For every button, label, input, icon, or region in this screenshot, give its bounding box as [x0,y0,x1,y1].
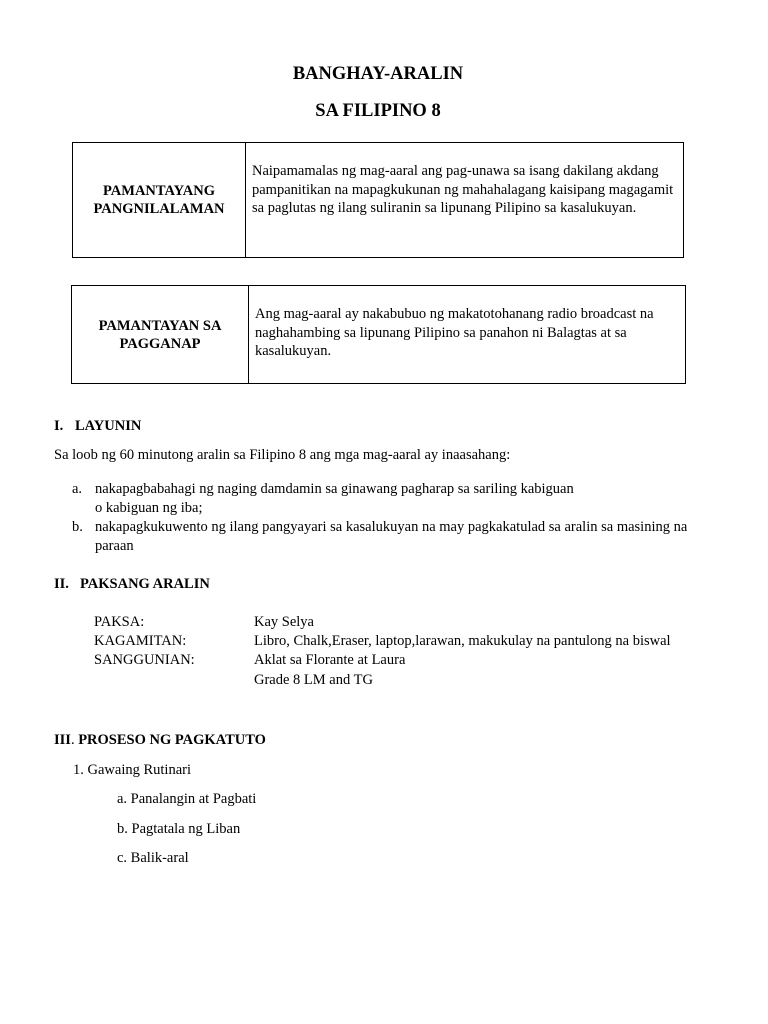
performance-standard-label [72,286,249,383]
section-proseso-dot: . [70,732,75,748]
proseso-subitem-b: b. Pagtatala ng Liban [117,821,241,837]
layunin-intro: Sa loob ng 60 minutong aralin sa Filipino 8 ang mga mag-aaral ay inaasahang: [54,447,511,463]
document-subtitle: SA FILIPINO 8 [315,101,441,121]
proseso-subitem-a: a. Panalangin at Pagbati [117,791,257,807]
layunin-item-a-line2: o kabiguan ng iba; [95,500,203,516]
content-standard-label-text: PAMANTAYANG PANGNILALAMAN [93,183,225,217]
content-standard-table [72,142,684,258]
section-paksang-aralin-heading: PAKSANG ARALIN [80,576,210,592]
section-proseso-number: III [54,732,71,748]
layunin-item-b [95,518,687,556]
performance-standard-table [71,285,686,384]
layunin-item-a [95,480,574,518]
detail-key-paksa: PAKSA: [94,614,145,630]
performance-standard-label-text: PAMANTAYAN SA PAGGANAP [98,317,222,352]
section-proseso-title: PROSESO NG PAGKATUTO [78,732,266,748]
detail-value-kagamitan: Libro, Chalk,Eraser, laptop,larawan, makukulay na pantulong na biswal [254,633,671,649]
detail-value-paksa: Kay Selya [254,614,314,630]
content-standard-text: Naipamamalas ng mag-aaral ang pag-unawa sa isang dakilang akdang pampanitikan na mapagkukunan ng mahahalagang kaisipang magagamit sa paglutas ng ilang suliranin sa lipunang Pilipino sa kasalukuyan. [252,163,674,216]
section-proseso-heading [54,732,266,749]
layunin-item-b-line1: nakapagkukuwento ng ilang pangyayari sa kasalukuyan na may pagkakatulad sa aralin sa masining na [95,519,688,535]
proseso-subitem-c: c. Balik-aral [117,850,189,866]
detail-value-sanggunian: Aklat sa Florante at Laura [254,652,406,668]
detail-value-sanggunian-2: Grade 8 LM and TG [254,672,373,688]
layunin-item-b-line2: paraan [95,538,134,554]
proseso-step-1: 1. Gawaing Rutinari [73,762,191,778]
performance-standard-text: Ang mag-aaral ay nakabubuo ng makatotohanang radio broadcast na naghahambing sa lipunang Pilipino sa panahon ni Balagtas at sa kasalukuyan. [255,306,654,359]
layunin-item-a-marker: a. [72,481,83,497]
detail-key-sanggunian: SANGGUNIAN: [94,652,195,668]
layunin-item-b-marker: b. [72,519,83,535]
document-title: BANGHAY-ARALIN [292,64,464,84]
section-layunin-heading: LAYUNIN [75,418,142,434]
section-paksang-aralin-number: II. [54,576,69,592]
detail-key-kagamitan: KAGAMITAN: [94,633,187,649]
layunin-item-a-line1: nakapagbabahagi ng naging damdamin sa ginawang pagharap sa sariling kabiguan [95,481,574,497]
section-layunin-number: I. [54,418,64,434]
content-standard-label [73,143,246,257]
